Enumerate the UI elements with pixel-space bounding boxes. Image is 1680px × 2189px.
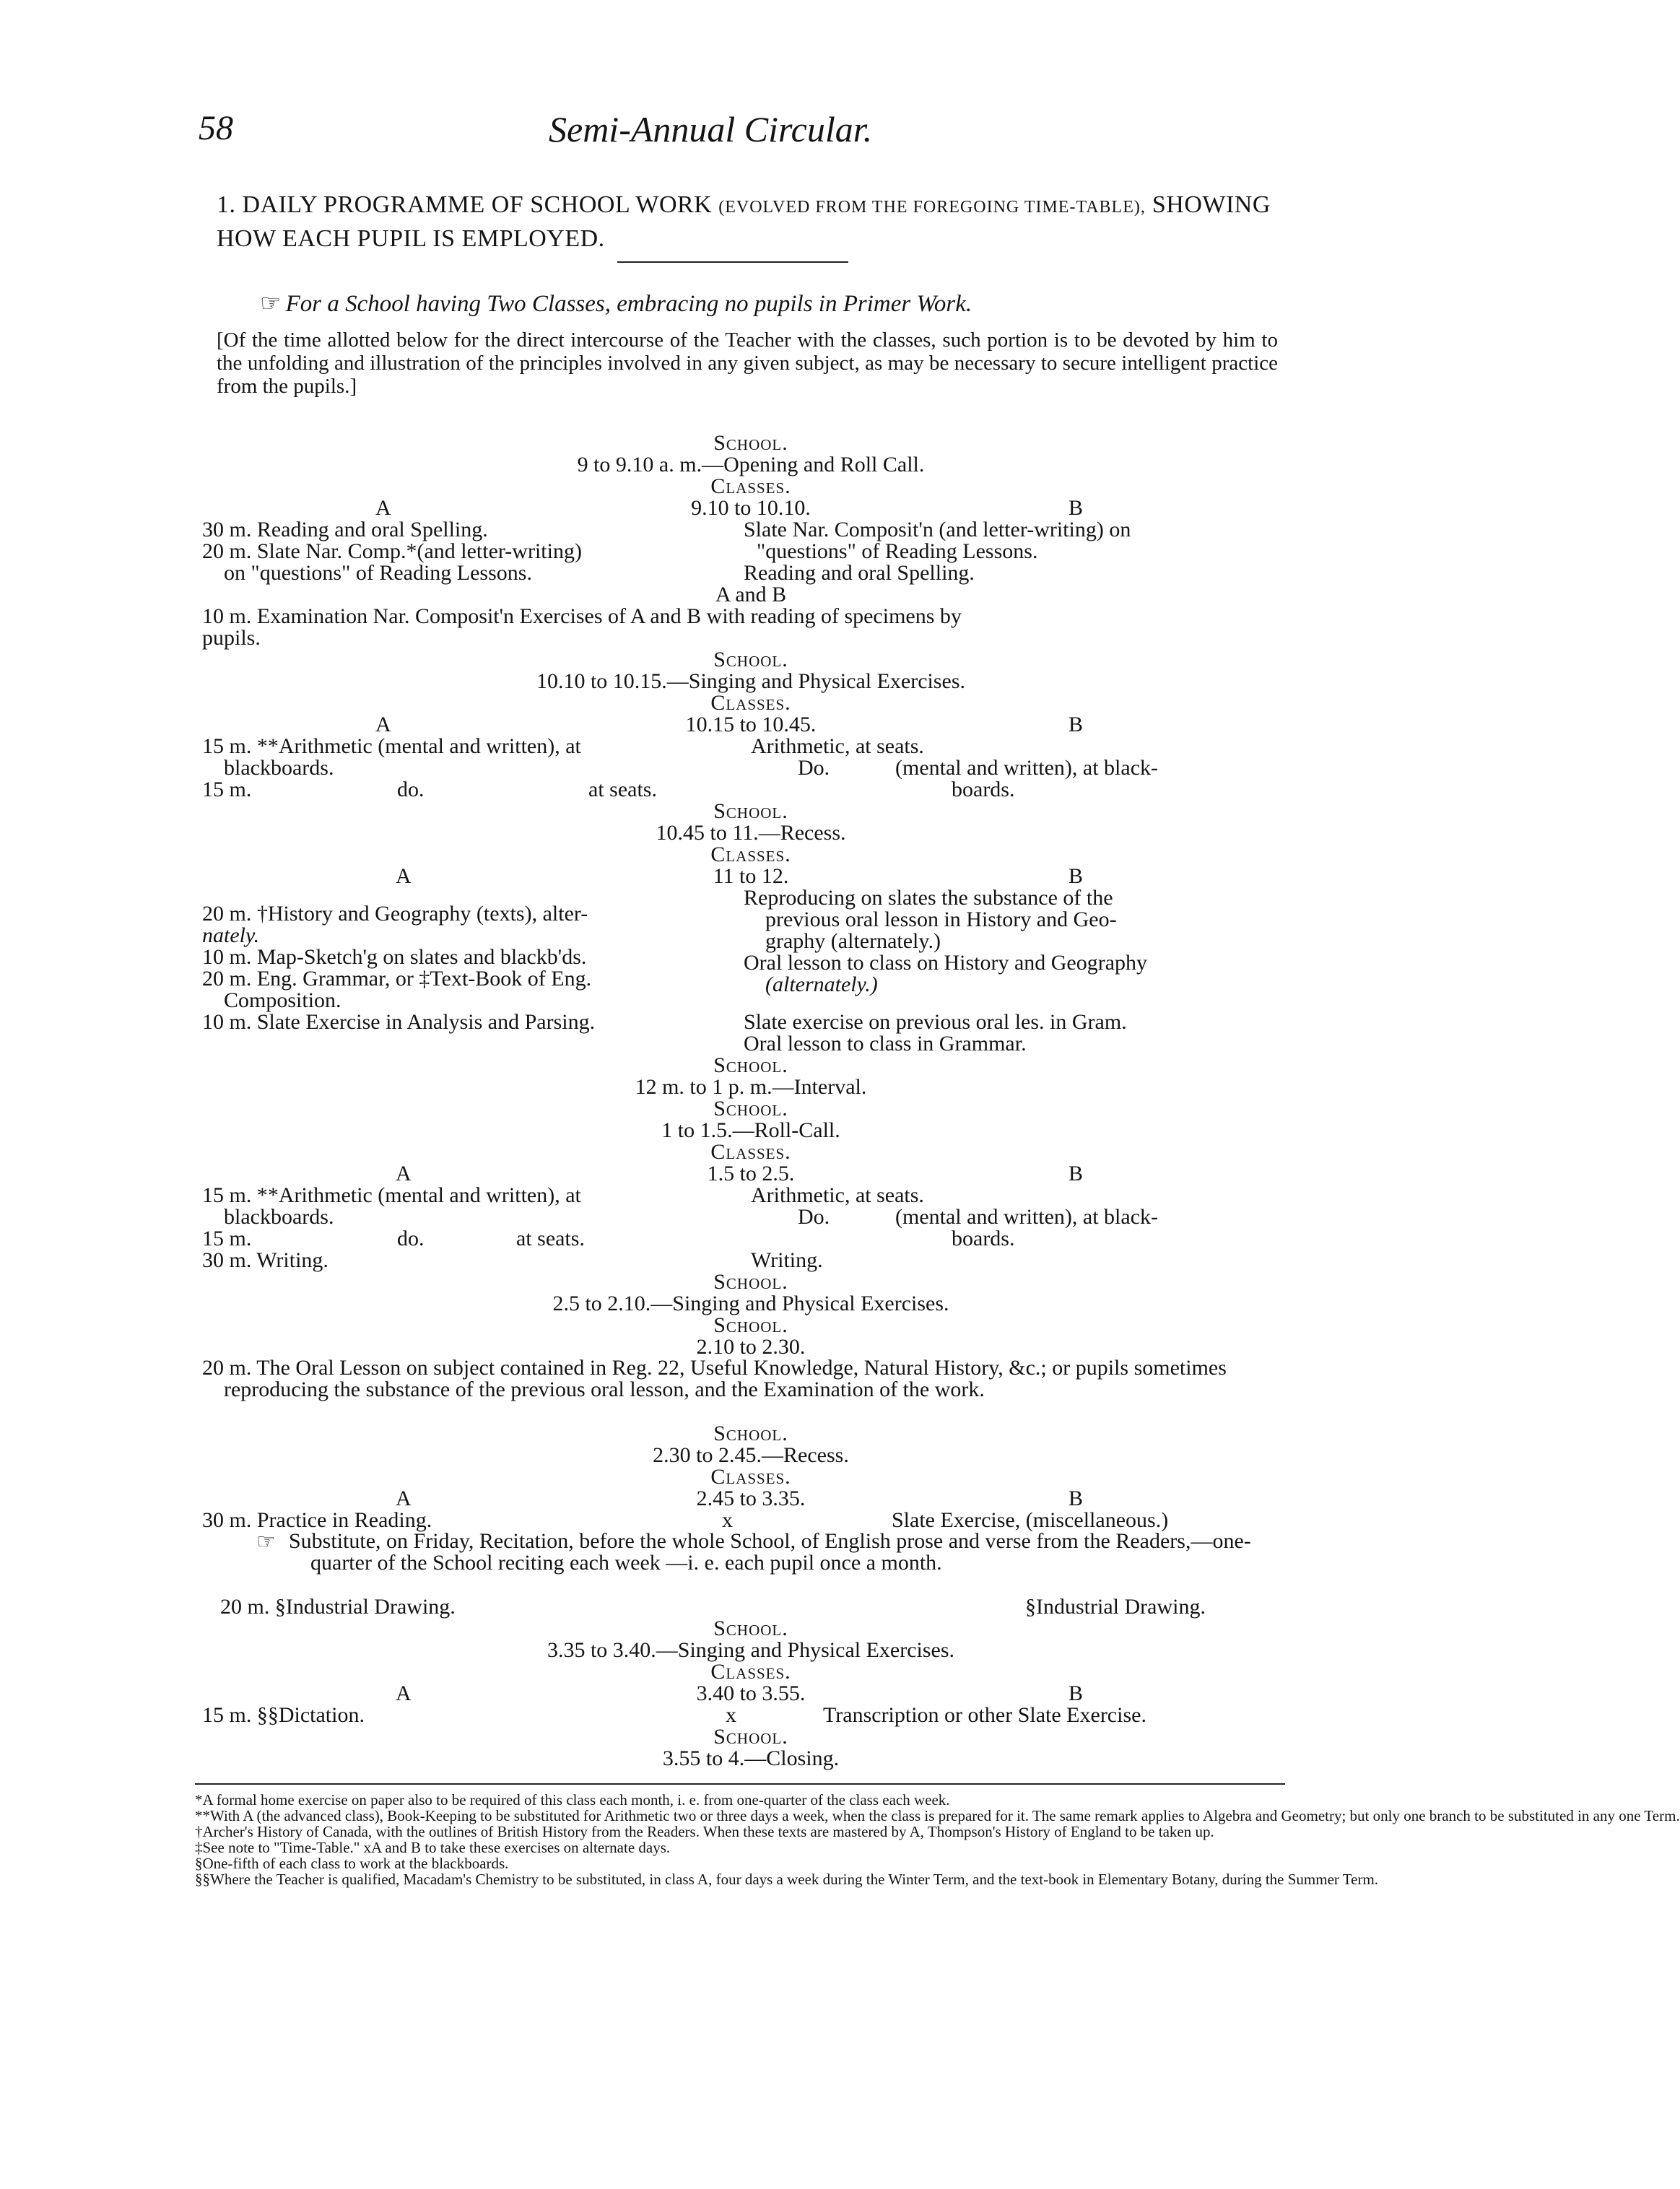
schedule-b-row: boards. xyxy=(952,778,1015,801)
class-a-label: A xyxy=(396,1681,412,1705)
footnote: *A formal home exercise on paper also to be required of this class each month, i. e. from one-quarter of the class each week. xyxy=(195,1791,950,1809)
time-period-3: 11 to 12. xyxy=(713,864,789,888)
classes-label: Classes. xyxy=(710,474,791,498)
schedule-a-row: 20 m. †History and Geography (texts), alter- xyxy=(202,902,588,926)
schedule-b-row: previous oral lesson in History and Geo- xyxy=(765,908,1117,931)
classes-label: Classes. xyxy=(710,1140,791,1164)
schedule-a-row: 15 m. **Arithmetic (mental and written), at xyxy=(202,1183,581,1207)
schedule-b-row: Oral lesson to class on History and Geography xyxy=(744,951,1148,975)
schedule-a-ditto: do. xyxy=(397,1227,425,1250)
school-label: School. xyxy=(713,1725,788,1749)
running-title: Semi-Annual Circular. xyxy=(549,109,873,149)
schedule-a-row: 15 m. **Arithmetic (mental and written), at xyxy=(202,734,581,758)
section-heading xyxy=(217,189,1285,255)
school-label: School. xyxy=(713,1053,788,1077)
footnote: **With A (the advanced class), Book-Keeping to be substituted for Arithmetic two or three days a week, when the class is prepared for it. The same remark applies to Algebra and Geometry; but only one branch to be substituted in any one Term. xyxy=(195,1807,1680,1824)
schedule-a-row: 20 m. Slate Nar. Comp.*(and letter-writing) xyxy=(202,539,582,563)
schedule-b-row: Slate exercise on previous oral les. in Gram. xyxy=(744,1010,1127,1034)
classes-label: Classes. xyxy=(710,843,791,866)
class-a-label: A xyxy=(375,496,391,520)
classes-label: Classes. xyxy=(710,1660,791,1684)
class-b-label: B xyxy=(1069,496,1084,520)
time-opening: 9 to 9.10 a. m.—Opening and Roll Call. xyxy=(577,453,925,476)
schedule-b-row: Transcription or other Slate Exercise. xyxy=(823,1703,1146,1727)
schedule-a-row: 10 m. Slate Exercise in Analysis and Parsing. xyxy=(202,1010,596,1034)
schedule-a-row: 15 m. §§Dictation. xyxy=(202,1703,365,1727)
schedule-a-row: 30 m. Practice in Reading. xyxy=(202,1508,432,1532)
schedule-a-place: at seats. xyxy=(588,778,657,801)
schedule-a-minutes: 15 m. xyxy=(202,778,252,801)
time-period-9: 3.40 to 3.55. xyxy=(696,1681,806,1705)
heading-main: DAILY PROGRAMME OF SCHOOL WORK xyxy=(242,191,713,218)
schedule-b-row: Arithmetic, at seats. xyxy=(751,734,924,758)
schedule-b-ditto: Do. xyxy=(798,756,830,780)
schedule-a-row: blackboards. xyxy=(224,756,334,780)
school-label: School. xyxy=(713,1422,788,1445)
schedule-a-row: nately. xyxy=(202,923,260,947)
class-b-label: B xyxy=(1069,1487,1084,1510)
time-period-5: 1.5 to 2.5. xyxy=(707,1162,795,1185)
time-oral-lesson: 2.10 to 2.30. xyxy=(696,1335,806,1359)
schedule-a-row: 30 m. Reading and oral Spelling. xyxy=(202,518,488,541)
time-interval: 12 m. to 1 p. m.—Interval. xyxy=(635,1075,867,1099)
schedule-a-row: Composition. xyxy=(224,988,341,1012)
schedule-b-row: graphy (alternately.) xyxy=(765,929,941,953)
schedule-b-ditto: Do. xyxy=(798,1205,830,1229)
class-b-label: B xyxy=(1069,1162,1084,1185)
exam-line: 10 m. Examination Nar. Composit'n Exercises of A and B with reading of specimens by xyxy=(202,604,962,628)
pointing-hand-icon: ☞ xyxy=(260,291,282,317)
schedule-a-ditto: do. xyxy=(397,778,425,801)
school-label: School. xyxy=(713,1313,788,1337)
footnote-divider xyxy=(195,1783,1285,1785)
time-period-8: 2.45 to 3.35. xyxy=(696,1487,806,1510)
footnote: §One-fifth of each class to work at the blackboards. xyxy=(195,1855,509,1872)
schedule-b-row: boards. xyxy=(952,1227,1015,1250)
schedule-b-row: (mental and written), at black- xyxy=(895,1205,1159,1229)
time-recess-1: 10.45 to 11.—Recess. xyxy=(656,821,846,845)
class-a-label: A xyxy=(396,1162,412,1185)
class-a-label: A xyxy=(396,1487,412,1510)
schedule-b-row: Slate Exercise, (miscellaneous.) xyxy=(892,1508,1169,1532)
footnote: §§Where the Teacher is qualified, Macadam's Chemistry to be substituted, in class A, four days a week during the Winter Term, and the text-book in Elementary Botany, during the Summer Term. xyxy=(195,1871,1379,1888)
schedule-a-row: 30 m. Writing. xyxy=(202,1248,328,1272)
heading-main-2: SHOWING HOW EACH PUPIL IS EMPLOYED. xyxy=(217,191,1271,252)
time-singing-3: 3.35 to 3.40.—Singing and Physical Exercises. xyxy=(547,1638,955,1662)
schedule-a-row: 20 m. §Industrial Drawing. xyxy=(220,1595,456,1619)
school-label: School. xyxy=(713,648,788,671)
schedule-b-row: Arithmetic, at seats. xyxy=(751,1183,924,1207)
note-italic-text: For a School having Two Classes, embracing no pupils in Primer Work. xyxy=(285,291,972,317)
exam-line: pupils. xyxy=(202,626,261,650)
time-period-1: 9.10 to 10.10. xyxy=(691,496,811,520)
schedule-a-row: on "questions" of Reading Lessons. xyxy=(224,561,532,585)
substitute-note: Substitute, on Friday, Recitation, before the whole School, of English prose and verse from the Readers,—one-quarter of the School reciting each week —i. e. each pupil once a month. xyxy=(289,1529,1251,1575)
schedule-b-row: (alternately.) xyxy=(765,972,878,996)
alternate-mark: x xyxy=(726,1703,736,1727)
schedule-a-row: blackboards. xyxy=(224,1205,334,1229)
class-b-label: B xyxy=(1069,1681,1084,1705)
class-b-label: B xyxy=(1069,864,1084,888)
time-singing-1: 10.10 to 10.15.—Singing and Physical Exercises. xyxy=(536,669,966,693)
time-roll-call: 1 to 1.5.—Roll-Call. xyxy=(661,1118,840,1142)
schedule-a-row: 20 m. Eng. Grammar, or ‡Text-Book of Eng. xyxy=(202,967,592,991)
alternate-mark: x xyxy=(722,1508,733,1532)
footnotes xyxy=(195,1791,1680,1888)
classes-label: Classes. xyxy=(710,691,791,715)
footnote: ‡See note to "Time-Table." xA and B to take these exercises on alternate days. xyxy=(195,1839,671,1856)
page-number: 58 xyxy=(199,109,233,147)
schedule-b-row: "questions" of Reading Lessons. xyxy=(757,539,1038,563)
pointing-hand-icon: ☞ xyxy=(256,1530,276,1554)
school-label: School. xyxy=(713,1270,788,1294)
schedule-a-row: 10 m. Map-Sketch'g on slates and blackb'ds. xyxy=(202,945,587,969)
school-label: School. xyxy=(713,1616,788,1640)
oral-lesson-text: 20 m. The Oral Lesson on subject contained in Reg. 22, Useful Knowledge, Natural History, &c.; or pupils sometimes reproducing the substance of the previous oral lesson, and the Examination of the work. xyxy=(202,1356,1227,1401)
time-closing: 3.55 to 4.—Closing. xyxy=(662,1746,840,1770)
schedule-b-row: Oral lesson to class in Grammar. xyxy=(744,1032,1027,1056)
schedule-a-minutes: 15 m. xyxy=(202,1227,252,1250)
footnote: †Archer's History of Canada, with the outlines of British History from the Readers. When these texts are mastered by A, Thompson's History of England to be taken up. xyxy=(195,1823,1214,1840)
schedule-b-row: (mental and written), at black- xyxy=(895,756,1159,780)
heading-number: 1. xyxy=(217,191,236,218)
schedule-b-row: Writing. xyxy=(751,1248,823,1272)
class-b-label: B xyxy=(1069,713,1084,736)
class-a-label: A xyxy=(375,713,391,736)
bracket-note: [Of the time allotted below for the direct intercourse of the Teacher with the classes, such portion is to be devoted by him to the unfolding and illustration of the principles involved in any given subject, as may be necessary to secure intelligent practice from the pupils.] xyxy=(217,328,1278,398)
class-a-label: A xyxy=(396,864,412,888)
heading-sub: (EVOLVED FROM THE FOREGOING TIME-TABLE), xyxy=(718,198,1146,217)
schedule-b-row: Reading and oral Spelling. xyxy=(744,561,975,585)
time-period-2: 10.15 to 10.45. xyxy=(685,713,817,736)
class-ab-label: A and B xyxy=(715,583,787,606)
time-singing-2: 2.5 to 2.10.—Singing and Physical Exercises. xyxy=(552,1292,949,1315)
note-italic-line xyxy=(260,289,972,318)
schedule-b-row: Reproducing on slates the substance of the xyxy=(744,886,1113,910)
heading-divider xyxy=(617,261,848,263)
schedule-a-place: at seats. xyxy=(516,1227,585,1250)
school-label: School. xyxy=(713,431,788,455)
school-label: School. xyxy=(713,799,788,823)
classes-label: Classes. xyxy=(710,1465,791,1489)
school-label: School. xyxy=(713,1097,788,1120)
schedule-b-row: Slate Nar. Composit'n (and letter-writing) on xyxy=(744,518,1131,541)
time-recess-2: 2.30 to 2.45.—Recess. xyxy=(653,1443,849,1467)
schedule-b-row: §Industrial Drawing. xyxy=(1025,1595,1206,1619)
